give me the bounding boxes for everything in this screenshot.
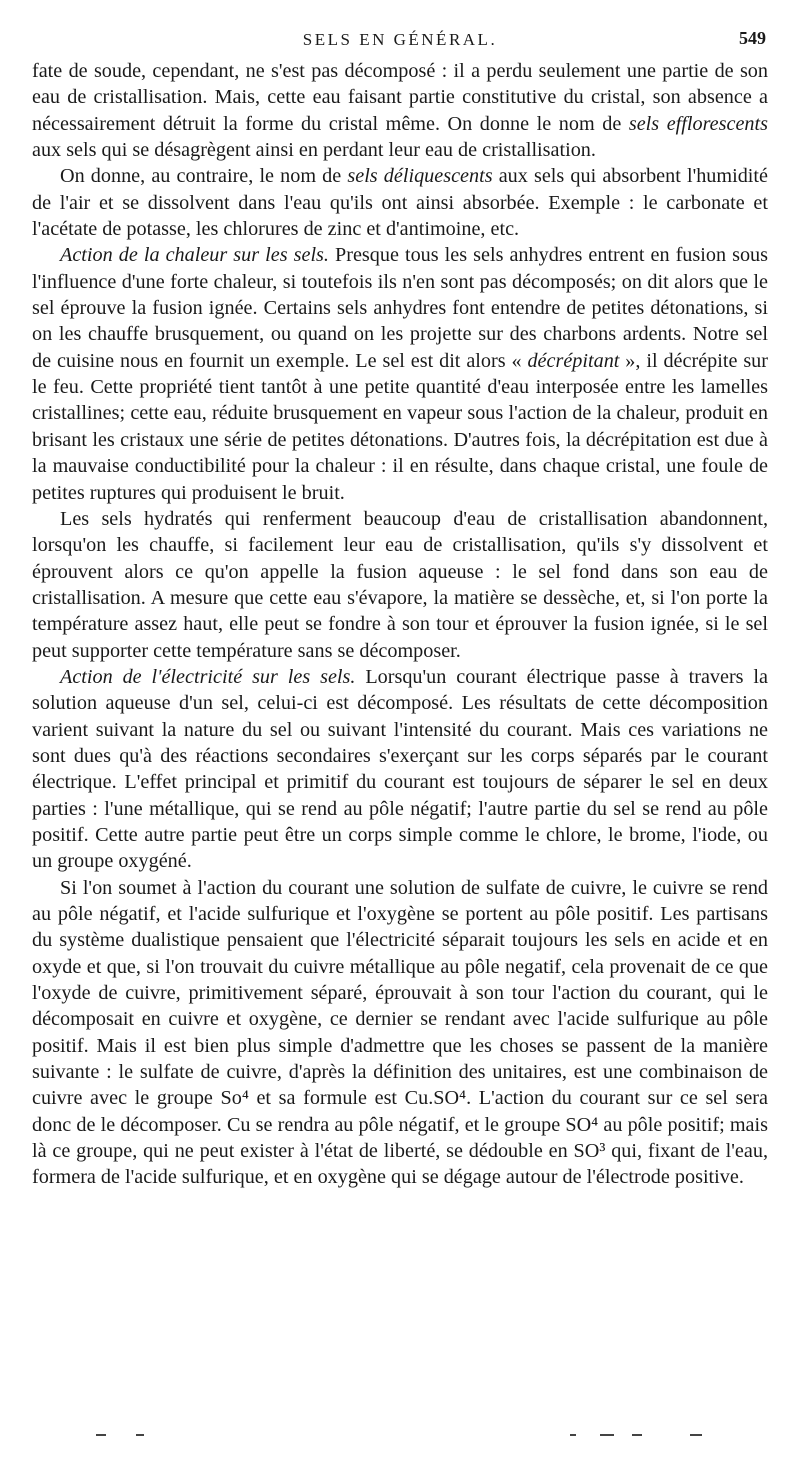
- italic-text: Action de l'électricité sur les sels.: [60, 665, 356, 688]
- italic-text: Action de la chaleur sur les sels.: [60, 244, 329, 267]
- page-header: [32, 22, 768, 58]
- paragraph: [32, 163, 768, 242]
- print-mark: [96, 1434, 106, 1436]
- body-text: [32, 58, 768, 1191]
- book-page: [32, 22, 768, 1191]
- text-run: Les sels hydratés qui renferment beaucoup d'eau de cristallisation abandonnent, lorsqu'on les chauffe, si facilement leur eau de cristallisation, qu'ils s'y dissolvent et éprouvent alors ce qu'on appelle la fusion aqueuse : le sel fond dans son eau de cristallisation. A mesure que cette eau s'évapore, la matière se dessèche, et, si l'on porte la température assez haut, elle peut se fondre à son tour et éprouver la fusion ignée, si le sel peut supporter cette température sans se décomposer.: [32, 507, 768, 662]
- paragraph: [32, 664, 768, 875]
- text-run: », il décrépite sur le feu. Cette propriété tient tantôt à une petite quantité d'eau interposée entre les lamelles cristallines; cette eau, réduite brusquement en vapeur sous l'action de la chaleur, produit en brisant les cristaux une série de petites détonations. D'autres fois, la décrépitation est due à la mauvaise conductibilité pour la chaleur : il en résulte, dans chaque cristal, une foule de petites ruptures qui produisent le bruit.: [32, 349, 768, 504]
- text-run: Lorsqu'un courant électrique passe à travers la solution aqueuse d'un sel, celui-ci est décomposé. Les résultats de cette décomposition varient suivant la nature du sel ou suivant l'intensité du courant. Mais ces variations ne sont dues qu'à des réactions secondaires s'exerçant sur les corps séparés par le courant électrique. L'effet principal et primitif du courant est toujours de séparer le sel en deux parties : l'une métallique, qui se rend au pôle négatif; l'autre partie du sel se rend au pôle positif. Cette autre partie peut être un corps simple comme le chlore, le brome, l'iode, ou un groupe oxygéné.: [32, 665, 768, 873]
- paragraph: [32, 506, 768, 664]
- text-run: On donne, au contraire, le nom de: [60, 165, 348, 188]
- page-number: 549: [739, 28, 766, 48]
- print-mark: [600, 1434, 614, 1436]
- print-mark: [632, 1434, 642, 1436]
- paragraph: [32, 242, 768, 505]
- footer-print-marks: [0, 1410, 800, 1430]
- text-run: Presque tous les sels anhydres entrent en fusion sous l'influence d'une forte chaleur, si toutefois ils n'en sont pas décomposés; on dit alors que le sel éprouve la fusion ignée. Certains sels anhydres font entendre de petites détonations, si on les chauffe brusquement, ou quand on les projette sur des charbons ardents. Notre sel de cuisine nous en fournit un exemple. Le sel est dit alors «: [32, 244, 768, 372]
- italic-text: sels déliquescents: [347, 165, 493, 188]
- text-run: fate de soude, cependant, ne s'est pas décomposé : il a perdu seulement une partie de son eau de cristallisation. Mais, cette eau faisant partie constitutive du cristal, son absence a nécessairement détruit la forme du cristal même. On donne le nom de: [32, 60, 768, 135]
- italic-text: sels efflorescents: [628, 112, 768, 135]
- paragraph: [32, 875, 768, 1191]
- print-mark: [690, 1434, 702, 1436]
- print-mark: [136, 1434, 144, 1436]
- print-mark: [570, 1434, 576, 1436]
- text-run: aux sels qui absorbent l'humidité de l'air et se dissolvent dans l'eau qu'ils ont ainsi absorbée. Exemple : le carbonate et l'acétate de potasse, les chlorures de zinc et d'antimoine, etc.: [32, 165, 768, 241]
- text-run: Si l'on soumet à l'action du courant une solution de sulfate de cuivre, le cuivre se rend au pôle négatif, et l'acide sulfurique et l'oxygène se portent au pôle positif. Les partisans du système dualistique pensaient que l'électricité séparait toujours les sels en acide et en oxyde et que, si l'on trouvait du cuivre métallique au pôle negatif, cela provenait de ce que l'oxyde de cuivre, primitivement séparé, éprouvait à son tour l'action du courant, qui le décomposait en cuivre et oxygène, ce dernier se rendant avec l'acide sulfurique au pôle positif. Mais il est bien plus simple d'admettre que les choses se passent de la manière suivante : le sulfate de cuivre, d'après la définition des unitaires, est une combinaison de cuivre avec le groupe So⁴ et sa formule est Cu.SO⁴. L'action du courant sur ce sel sera donc de le décomposer. Cu se rendra au pôle négatif, et le groupe SO⁴ au pôle positif; mais là ce groupe, qui ne peut exister à l'état de liberté, se dédouble en SO³ qui, fixant de l'eau, formera de l'acide sulfurique, et en oxygène qui se dégage autour de l'électrode positive.: [32, 876, 768, 1189]
- text-run: aux sels qui se désagrègent ainsi en perdant leur eau de cristallisation.: [32, 139, 596, 162]
- italic-text: décrépitant: [527, 349, 620, 372]
- paragraph: [32, 58, 768, 163]
- running-title: SELS EN GÉNÉRAL.: [302, 30, 498, 49]
